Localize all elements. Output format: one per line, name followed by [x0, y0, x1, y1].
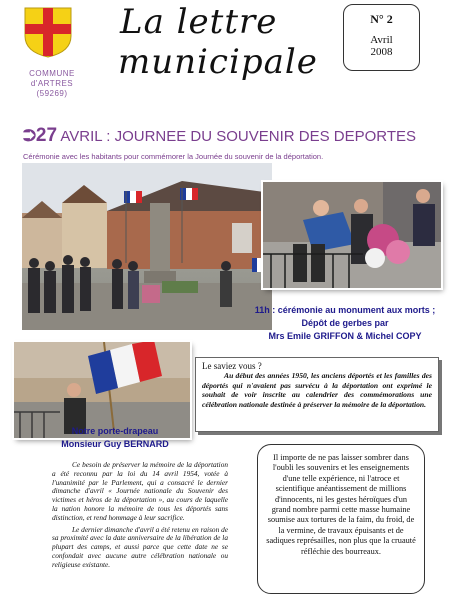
- flag-bearer-caption: [55, 425, 175, 451]
- article-headline: [23, 127, 416, 146]
- headline-text: AVRIL : JOURNEE DU SOUVENIR DES DEPORTES: [57, 128, 417, 145]
- wreath-caption: [250, 304, 440, 343]
- issue-box: [343, 4, 420, 71]
- flag-bearer-caption-line2: Monsieur Guy BERNARD: [61, 439, 169, 449]
- headline-day: 27: [35, 125, 58, 146]
- wreath-caption-line2: Dépôt de gerbes par: [301, 318, 389, 328]
- commune-code: (59269): [36, 89, 68, 98]
- article-subhead: Cérémonie avec les habitants pour commémorer la Journée du souvenir de la déportation.: [23, 152, 324, 161]
- quote-box: [257, 444, 425, 594]
- did-you-know-text: Au début des années 1950, les anciens déportés et les familles des déportés qui n'avaient pas survécu à la déportation ont exprimé le souhait de voir inscrite au calendrier des commémorations une célébration nationale destinée à préserver la mémoire de la déportation.: [202, 371, 432, 409]
- issue-year: 2008: [370, 46, 393, 58]
- ceremony-photo: [22, 163, 272, 330]
- commune-line2: d'ARTRES: [30, 79, 74, 88]
- flag-bearer-photo: [14, 342, 190, 438]
- did-you-know-box: [195, 357, 439, 432]
- wreath-laying-photo: [263, 182, 441, 288]
- newsletter-title-line2: municipale: [118, 42, 318, 82]
- commune-line1: COMMUNE: [29, 69, 75, 78]
- newsletter-title-line1: La lettre: [120, 2, 278, 42]
- quote-text: Il importe de ne pas laisser sombrer dans l'oubli les souvenirs et les enseignements d'une telle expérience, ni l'atroce et scientifique anéantissement de millions d'innocents, ni les gestes héroïques d'un grand nombre parmi cette masse humaine soumise aux tortures de la faim, du froid, de la vermine, de travaux épuisants et de sadiques représailles, non plus que la cruauté réfléchie des bourreaux.: [266, 453, 416, 556]
- issue-month: Avril: [370, 34, 393, 46]
- flag-bearer-caption-line1: Notre porte-drapeau: [71, 426, 159, 436]
- commune-crest-icon: [23, 6, 73, 58]
- wreath-caption-line1: 11h : cérémonie au monument aux morts ;: [254, 305, 436, 315]
- did-you-know-title: Le saviez vous ?: [202, 361, 262, 371]
- issue-number: N° 2: [370, 12, 393, 26]
- article-paragraph-2: Le dernier dimanche d'avril a été retenu en raison de sa proximité avec la date anniversaire de la libération de la plupart des camps, et aussi parce que cette date ne se confondait avec aucune autre célébration nationale ou religieuse existante.: [52, 524, 228, 569]
- article-body: [52, 461, 228, 573]
- wreath-caption-line3: Mrs Emile GRIFFON & Michel COPY: [268, 331, 422, 341]
- article-paragraph-1: Ce besoin de préserver la mémoire de la déportation a été reconnu par la loi du 14 avril 1954, votée à l'unanimité par le Parlement, qui a consacré le dernier dimanche d'avril « Journée nationale du Souvenir des victimes et héros de la déportation », au cours de laquelle la nation honore la mémoire de tous les déportés sans distinction, et rend hommage à leur sacrifice.: [52, 460, 228, 522]
- commune-name: [10, 69, 94, 99]
- arrow-right-icon: ⮊: [23, 126, 36, 145]
